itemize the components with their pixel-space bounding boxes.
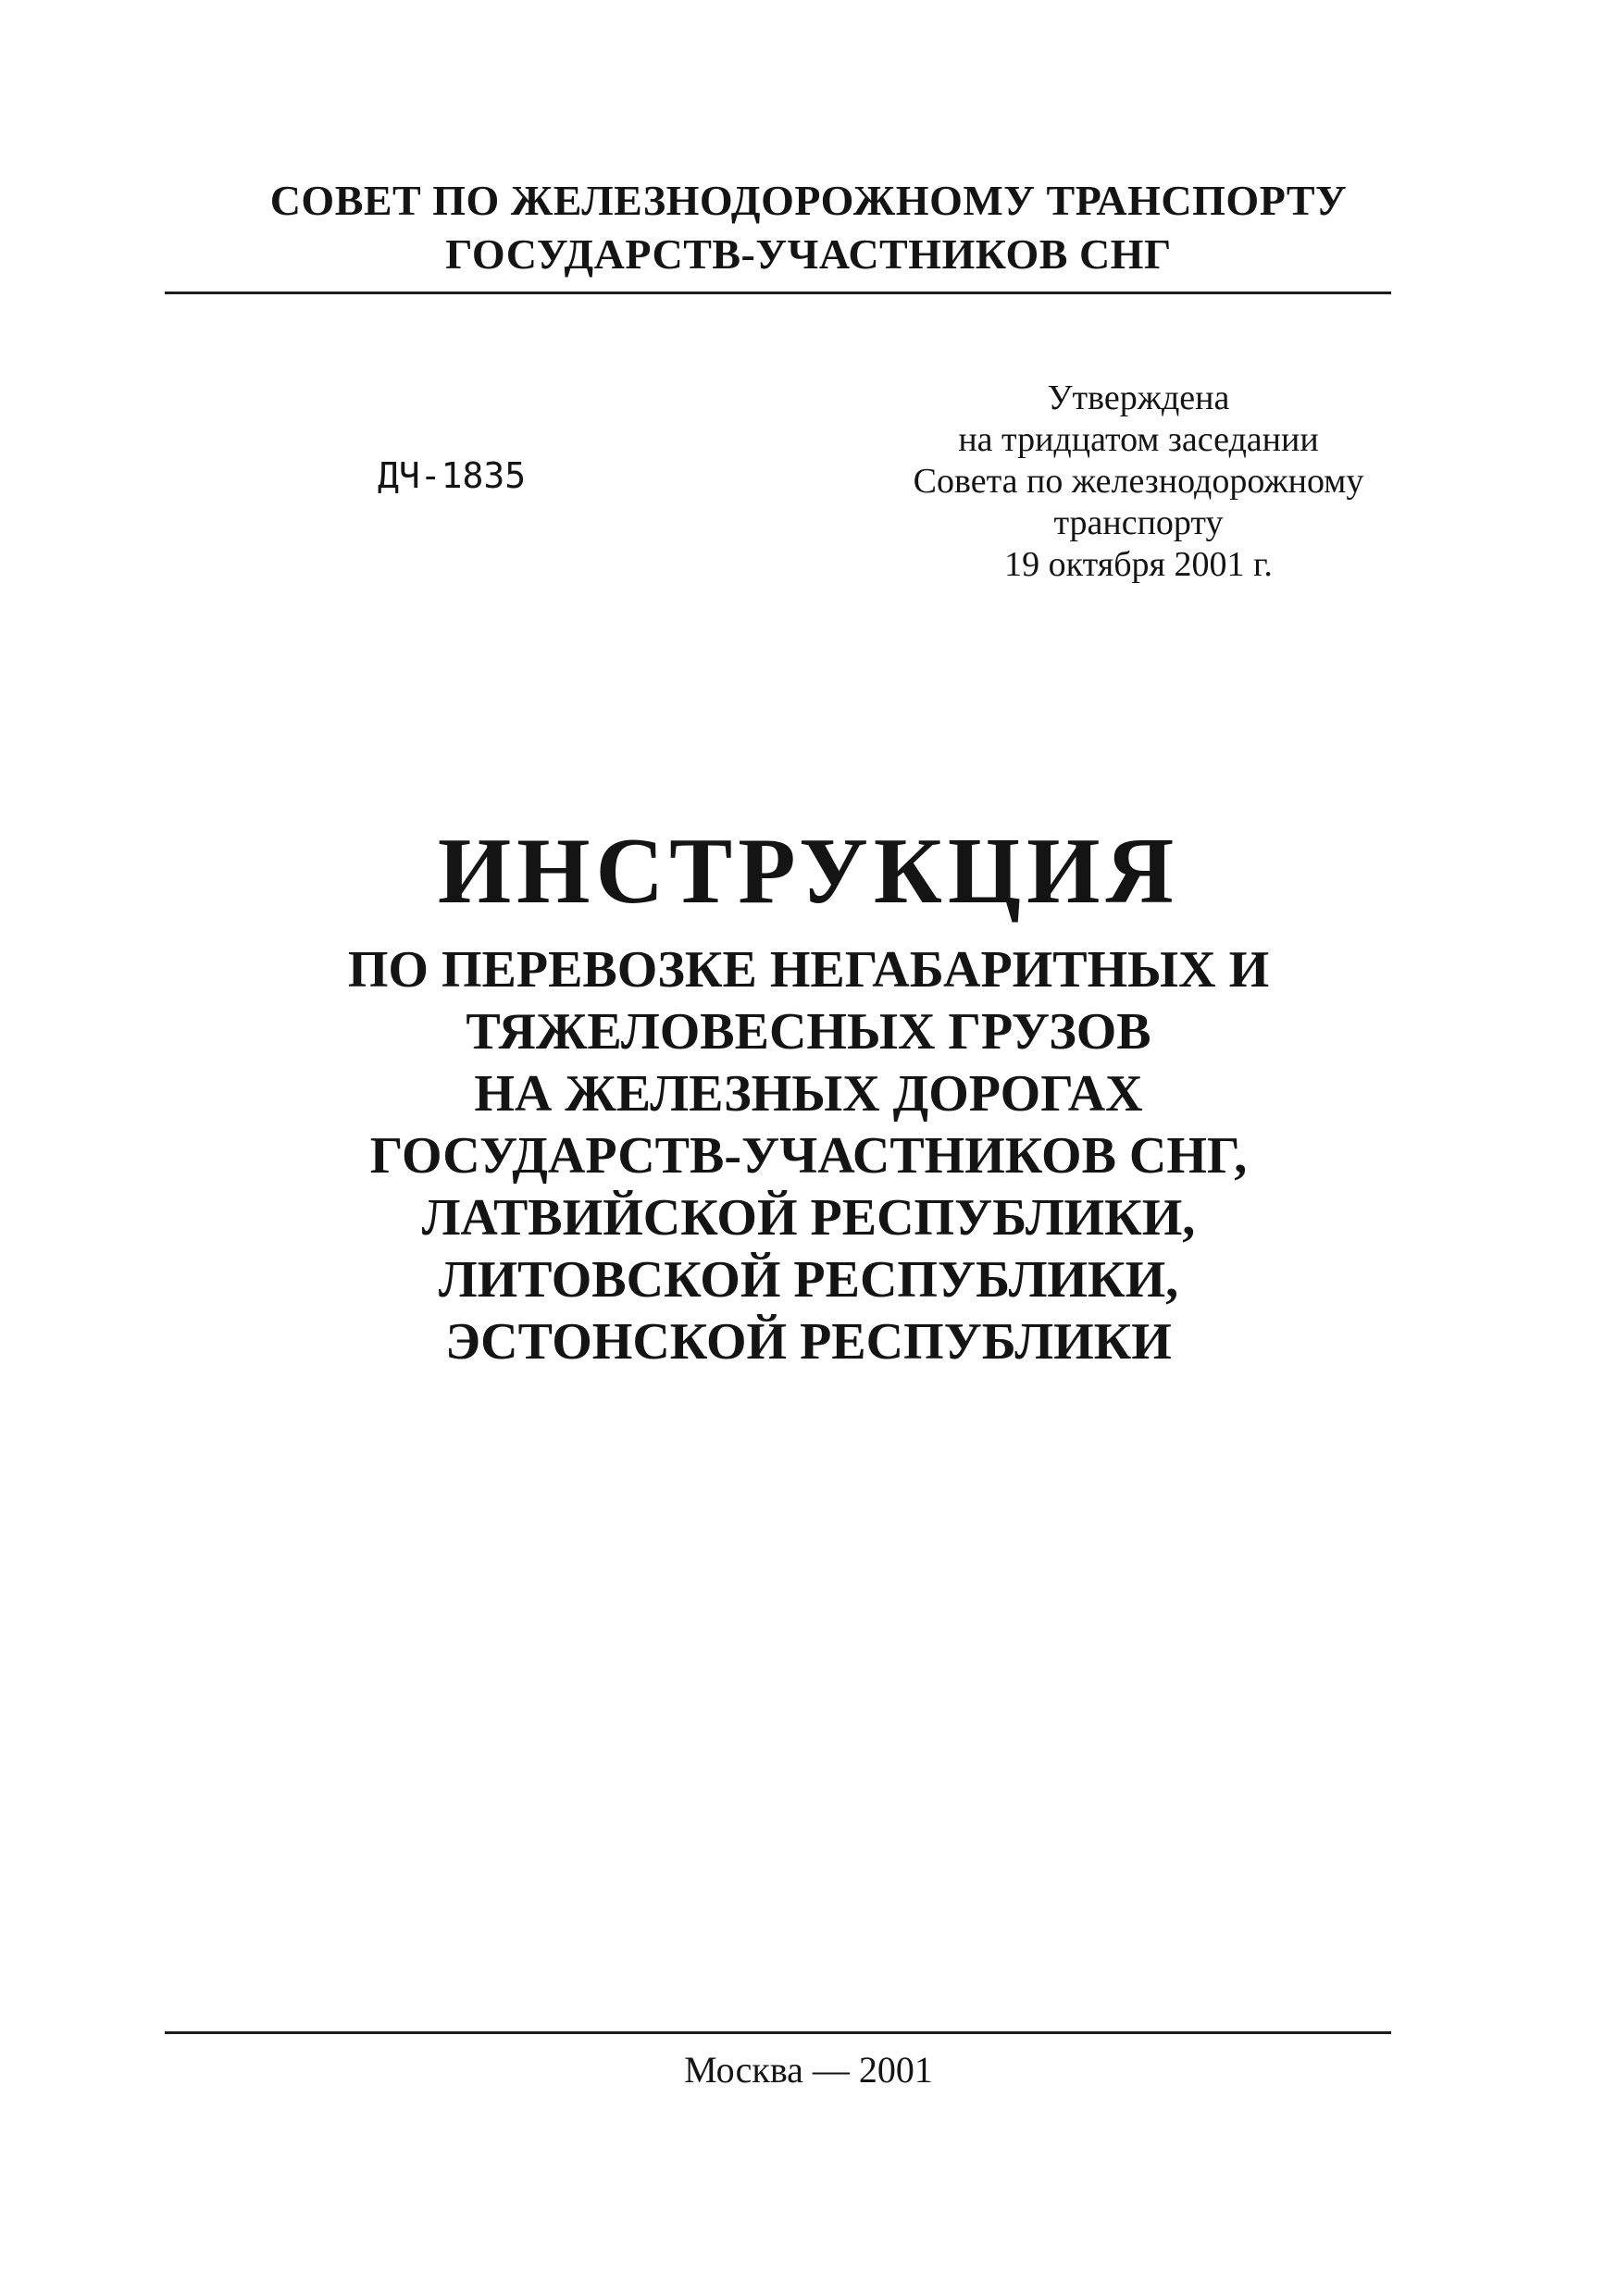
approval-line-2: на тридцатом заседании [958, 420, 1319, 459]
approval-line-1: Утверждена [1047, 379, 1230, 417]
footer-divider [165, 2031, 1391, 2034]
header-divider [165, 292, 1391, 294]
subtitle-line-4: ГОСУДАРСТВ-УЧАСТНИКОВ СНГ, [369, 1127, 1248, 1185]
approval-line-5: 19 октября 2001 г. [1004, 545, 1273, 584]
council-header [0, 174, 1617, 281]
subtitle-line-7: ЭСТОНСКОЙ РЕСПУБЛИКИ [445, 1313, 1172, 1371]
document-title: ИНСТРУКЦИЯ [437, 819, 1180, 924]
place-and-year: Москва — 2001 [684, 2049, 933, 2091]
subtitle-line-2: ТЯЖЕЛОВЕСНЫХ ГРУЗОВ [466, 1003, 1151, 1061]
subtitle-line-3: НА ЖЕЛЕЗНЫХ ДОРОГАХ [474, 1065, 1143, 1123]
council-line-1: СОВЕТ ПО ЖЕЛЕЗНОДОРОЖНОМУ ТРАНСПОРТУ [269, 177, 1348, 224]
document-code: ДЧ-1835 [378, 455, 527, 496]
approval-block [861, 378, 1416, 586]
subtitle-line-1: ПО ПЕРЕВОЗКЕ НЕГАБАРИТНЫХ И [347, 941, 1270, 999]
council-line-2: ГОСУДАРСТВ-УЧАСТНИКОВ СНГ [445, 230, 1172, 278]
approval-line-4: транспорту [1053, 503, 1224, 542]
approval-line-3: Совета по железнодорожному [913, 462, 1364, 501]
subtitle-line-5: ЛАТВИЙСКОЙ РЕСПУБЛИКИ, [421, 1189, 1196, 1247]
subtitle-line-6: ЛИТОВСКОЙ РЕСПУБЛИКИ, [438, 1251, 1179, 1309]
document-subtitle [0, 939, 1617, 1373]
